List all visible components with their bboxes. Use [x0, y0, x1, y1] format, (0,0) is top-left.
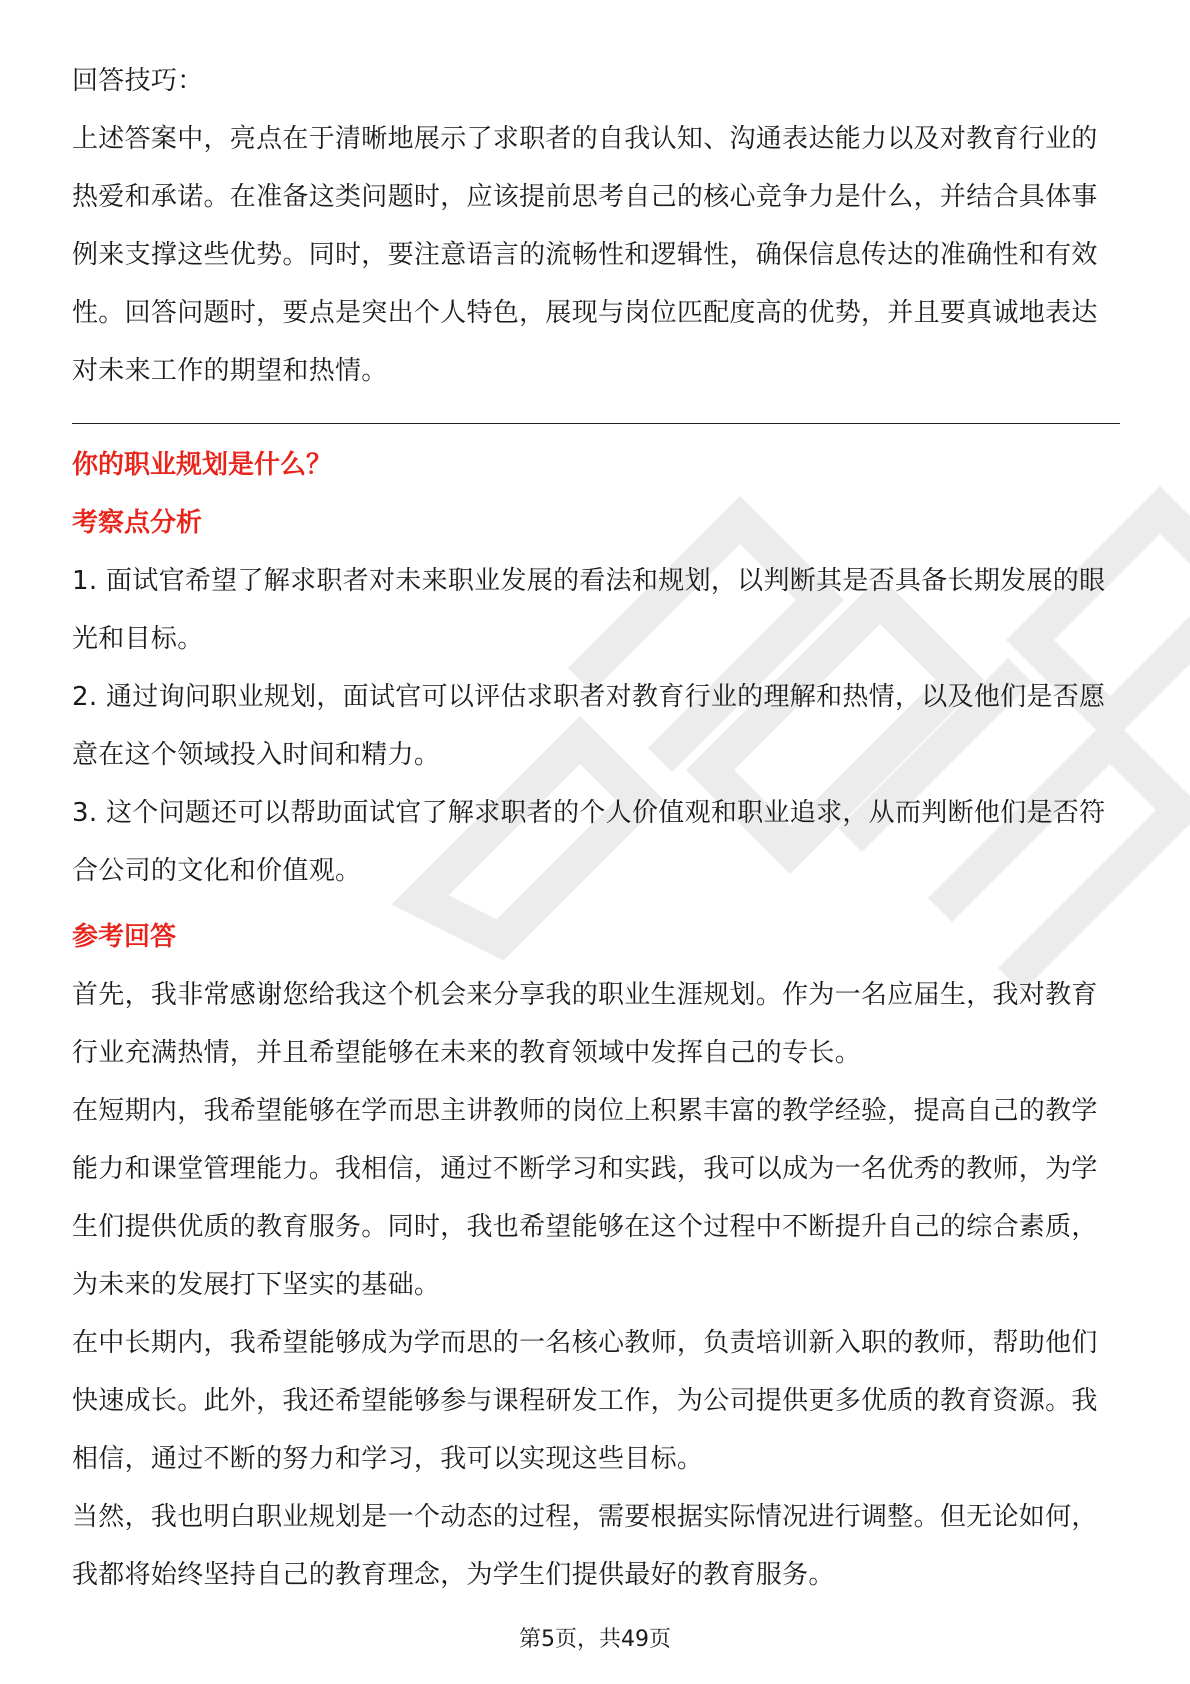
section-divider [72, 423, 1120, 424]
answer-paragraph: 当然，我也明白职业规划是一个动态的过程，需要根据实际情况进行调整。但无论如何，我都将始终坚持自己的教育理念，为学生们提供最好的教育服务。 [72, 1502, 1098, 1590]
document-page [72, 52, 1120, 1604]
analysis-point: 3. 这个问题还可以帮助面试官了解求职者的个人价值观和职业追求，从而判断他们是否符合公司的文化和价值观。 [72, 798, 1106, 886]
page-number-footer: 第5页，共49页 [519, 1627, 671, 1652]
answer-paragraph: 首先，我非常感谢您给我这个机会来分享我的职业生涯规划。作为一名应届生，我对教育行业充满热情，并且希望能够在未来的教育领域中发挥自己的专长。 [72, 980, 1098, 1068]
question-title: 你的职业规划是什么？ [72, 450, 333, 480]
answer-tips-paragraph: 上述答案中，亮点在于清晰地展示了求职者的自我认知、沟通表达能力以及对教育行业的热爱和承诺。在准备这类问题时，应该提前思考自己的核心竞争力是什么，并结合具体事例来支撑这些优势。同时，要注意语言的流畅性和逻辑性，确保信息传达的准确性和有效性。回答问题时，要点是突出个人特色，展现与岗位匹配度高的优势，并且要真诚地表达对未来工作的期望和热情。 [72, 124, 1098, 386]
answer-paragraph: 在短期内，我希望能够在学而思主讲教师的岗位上积累丰富的教学经验，提高自己的教学能力和课堂管理能力。我相信，通过不断学习和实践，我可以成为一名优秀的教师，为学生们提供优质的教育服务。同时，我也希望能够在这个过程中不断提升自己的综合素质，为未来的发展打下坚实的基础。 [72, 1096, 1098, 1300]
answer-tips-label: 回答技巧： [72, 66, 204, 96]
reference-answer-heading: 参考回答 [72, 922, 177, 952]
answer-paragraph: 在中长期内，我希望能够成为学而思的一名核心教师，负责培训新入职的教师，帮助他们快速成长。此外，我还希望能够参与课程研发工作，为公司提供更多优质的教育资源。我相信，通过不断的努力和学习，我可以实现这些目标。 [72, 1328, 1098, 1474]
analysis-point: 2. 通过询问职业规划，面试官可以评估求职者对教育行业的理解和热情，以及他们是否愿意在这个领域投入时间和精力。 [72, 682, 1106, 770]
analysis-heading: 考察点分析 [72, 508, 203, 538]
analysis-point: 1. 面试官希望了解求职者对未来职业发展的看法和规划，以判断其是否具备长期发展的眼光和目标。 [72, 566, 1106, 654]
